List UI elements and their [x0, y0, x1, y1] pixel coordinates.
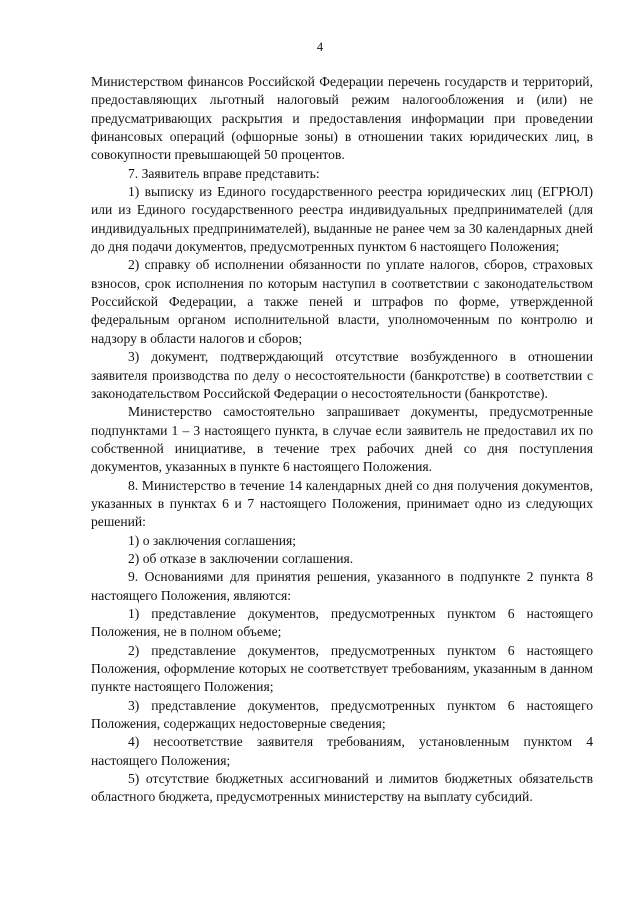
paragraph-item-9-4: 4) несоответствие заявителя требованиям, установленным пунктом 4 настоящего Положения;	[91, 734, 593, 768]
paragraph-item-7-1: 1) выписку из Единого государственного реестра юридических лиц (ЕГРЮЛ) или из Единого государственного реестра индивидуальных предпринимателей (для индивидуальных предпринимателей), выданные не ранее чем за 30 календарных дней до дня подачи документов, предусмотренных пунктом 6 настоящего Положения;	[91, 184, 593, 255]
document-body	[91, 70, 593, 807]
paragraph-item-7-2: 2) справку об исполнении обязанности по уплате налогов, сборов, страховых взносов, срок исполнения по которым наступил в соответствии с законодательством Российской Федерации, а также пеней и штрафов по форме, утвержденной федеральным органом исполнительной власти, уполномоченным по контролю и надзору в области налогов и сборов;	[91, 257, 593, 346]
paragraph-item-9: 9. Основаниями для принятия решения, указанного в подпункте 2 пункта 8 настоящего Положения, являются:	[91, 569, 593, 603]
paragraph-ministry-requests: Министерство самостоятельно запрашивает документы, предусмотренные подпунктами 1 – 3 настоящего пункта, в случае если заявитель не предоставил их по собственной инициативе, в течение трех рабочих дней со дня поступления документов, указанных в пункте 6 настоящего Положения.	[91, 404, 593, 475]
paragraph-item-8-2: 2) об отказе в заключении соглашения.	[128, 550, 354, 566]
paragraph-item-8-1: 1) о заключения соглашения;	[128, 532, 297, 548]
paragraph-item-9-3: 3) представление документов, предусмотренных пунктом 6 настоящего Положения, содержащих недостоверные сведения;	[91, 697, 593, 732]
paragraph-item-9-1: 1) представление документов, предусмотренных пунктом 6 настоящего Положения, не в полном объеме;	[91, 605, 593, 640]
paragraph-item-9-5: 5) отсутствие бюджетных ассигнований и лимитов бюджетных обязательств областного бюджета, предусмотренных министерству на выплату субсидий.	[91, 771, 593, 805]
paragraph-item-8: 8. Министерство в течение 14 календарных дней со дня получения документов, указанных в пунктах 6 и 7 настоящего Положения, принимает одно из следующих решений:	[91, 477, 593, 530]
paragraph-offshore-continuation: Министерством финансов Российской Федерации перечень государств и территорий, предоставляющих льготный налоговый режим налогообложения и (или) не предусматривающих раскрытия и предоставления информации при проведении финансовых операций (офшорные зоны) в отношении таких юридических лиц, в совокупности превышающей 50 процентов.	[91, 74, 593, 163]
paragraph-item-9-2: 2) представление документов, предусмотренных пунктом 6 настоящего Положения, оформление которых не соответствует требованиям, указанным в данном пункте настоящего Положения;	[91, 642, 593, 695]
page-number: 4	[316, 40, 324, 54]
paragraph-item-7: 7. Заявитель вправе представить:	[128, 165, 320, 181]
paragraph-item-7-3: 3) документ, подтверждающий отсутствие возбужденного в отношении заявителя производства по делу о несостоятельности (банкротстве) в соответствии с законодательством Российской Федерации о несостоятельности (банкротстве).	[91, 349, 593, 401]
